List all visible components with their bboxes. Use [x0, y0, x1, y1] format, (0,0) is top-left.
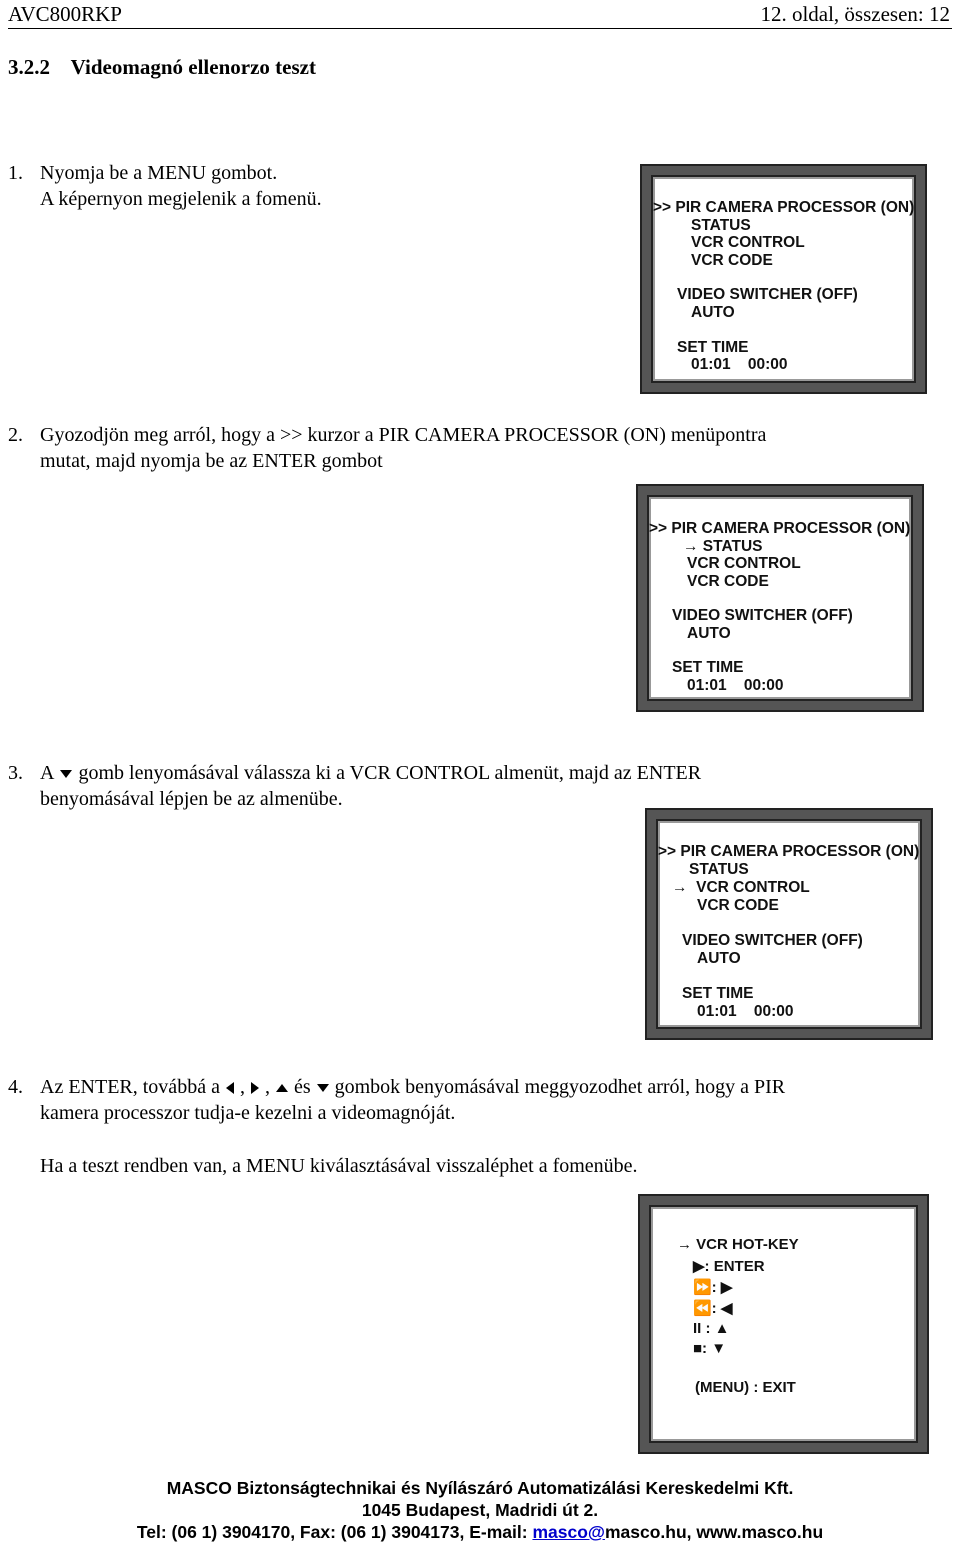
right-arrow-icon — [251, 1082, 259, 1094]
step-3 — [8, 760, 701, 812]
left-arrow-icon — [226, 1082, 234, 1094]
note-text: Ha a teszt rendben van, a MENU kiválasztásával visszaléphet a fomenübe. — [40, 1155, 638, 1177]
menu-line: 01:01 00:00 — [697, 1003, 794, 1020]
hotkey-screen — [640, 1196, 927, 1452]
header-rule — [8, 28, 952, 29]
menu-line: VCR CONTROL — [687, 555, 801, 572]
menu-line: → VCR HOT-KEY — [677, 1236, 799, 1253]
menu-line: VIDEO SWITCHER (OFF) — [672, 607, 853, 624]
menu-line: VIDEO SWITCHER (OFF) — [682, 932, 863, 949]
menu-line: SET TIME — [672, 659, 744, 676]
step-text-line2: A képernyon megjelenik a fomenü. — [40, 188, 322, 210]
menu-line: → VCR CONTROL — [672, 879, 810, 896]
step-1 — [8, 160, 322, 212]
down-arrow-icon — [317, 1084, 329, 1092]
footer-address: 1045 Budapest, Madridi út 2. — [361, 1500, 599, 1520]
footer-company: MASCO Biztonságtechnikai és Nyílászáró Automatizálási Kereskedelmi Kft. — [166, 1478, 794, 1498]
down-arrow-icon — [60, 770, 72, 778]
menu-line: (MENU) : EXIT — [695, 1379, 796, 1396]
step-text: és — [293, 1076, 311, 1098]
menu-line: >> PIR CAMERA PROCESSOR (ON) — [649, 520, 911, 537]
menu-line: VCR CODE — [691, 252, 773, 269]
menu-line: 01:01 00:00 — [687, 677, 784, 694]
step-text-line2: mutat, majd nyomja be az ENTER gombot — [40, 450, 383, 472]
menu-line: II : ▲ — [693, 1320, 730, 1337]
menu-line: VCR CODE — [687, 573, 769, 590]
step-number: 4. — [8, 1076, 23, 1098]
menu-line: ■: ▼ — [693, 1340, 727, 1357]
step-4 — [8, 1074, 785, 1126]
step-text: Nyomja be a MENU gombot. — [40, 162, 278, 184]
email-link[interactable]: masco@ — [532, 1522, 605, 1542]
separator: , — [686, 1522, 692, 1542]
footer-phone-fax: Tel: (06 1) 3904170, Fax: (06 1) 3904173, E-mail: — [136, 1522, 528, 1542]
menu-screen-3 — [647, 810, 931, 1038]
step-text-line2: kamera processzor tudja-e kezelni a videomagnóját. — [40, 1102, 456, 1124]
step-2 — [8, 422, 766, 474]
menu-line: VCR CODE — [697, 897, 779, 914]
document-code: AVC800RKP — [8, 2, 122, 26]
up-arrow-icon — [276, 1084, 288, 1092]
menu-line: ▶: ENTER — [693, 1258, 765, 1275]
step-text: Az ENTER, továbbá a — [40, 1076, 220, 1098]
step-number: 3. — [8, 762, 23, 784]
step-text: gomb lenyomásával válassza ki a VCR CONTROL almenüt, majd az ENTER — [78, 762, 702, 784]
menu-line: 01:01 00:00 — [691, 356, 788, 373]
menu-line: SET TIME — [677, 339, 749, 356]
step-text: A — [40, 762, 55, 784]
website-link[interactable]: www.masco.hu — [696, 1522, 824, 1542]
step-text: gombok benyomásával meggyozodhet arról, hogy a PIR — [334, 1076, 786, 1098]
menu-line: SET TIME — [682, 985, 754, 1002]
menu-line: AUTO — [697, 950, 741, 967]
step-text-line2: benyomásával lépjen be az almenübe. — [40, 788, 343, 810]
footer-contact — [0, 1522, 960, 1543]
menu-line: ⏪: ◀ — [693, 1300, 733, 1317]
menu-line: AUTO — [691, 304, 735, 321]
menu-line: AUTO — [687, 625, 731, 642]
menu-line: STATUS — [689, 861, 749, 878]
page-number: 12. oldal, összesen: 12 — [760, 2, 950, 26]
menu-line: VIDEO SWITCHER (OFF) — [677, 286, 858, 303]
menu-line: >> PIR CAMERA PROCESSOR (ON) — [653, 199, 915, 216]
separator: , — [239, 1076, 245, 1098]
email-domain: masco.hu — [604, 1522, 687, 1542]
menu-screen-1 — [642, 166, 925, 392]
separator: , — [264, 1076, 270, 1098]
step-text: Gyozodjön meg arról, hogy a >> kurzor a PIR CAMERA PROCESSOR (ON) menüpontra — [40, 424, 767, 446]
menu-line: >> PIR CAMERA PROCESSOR (ON) — [658, 843, 920, 860]
step-number: 2. — [8, 424, 23, 446]
step-number: 1. — [8, 162, 23, 184]
menu-line: → STATUS — [683, 538, 763, 555]
menu-screen-2 — [638, 486, 922, 710]
menu-line: VCR CONTROL — [691, 234, 805, 251]
menu-line: STATUS — [691, 217, 751, 234]
section-title: 3.2.2 Videomagnó ellenorzo teszt — [8, 55, 316, 79]
menu-line: ⏩: ▶ — [693, 1279, 733, 1296]
